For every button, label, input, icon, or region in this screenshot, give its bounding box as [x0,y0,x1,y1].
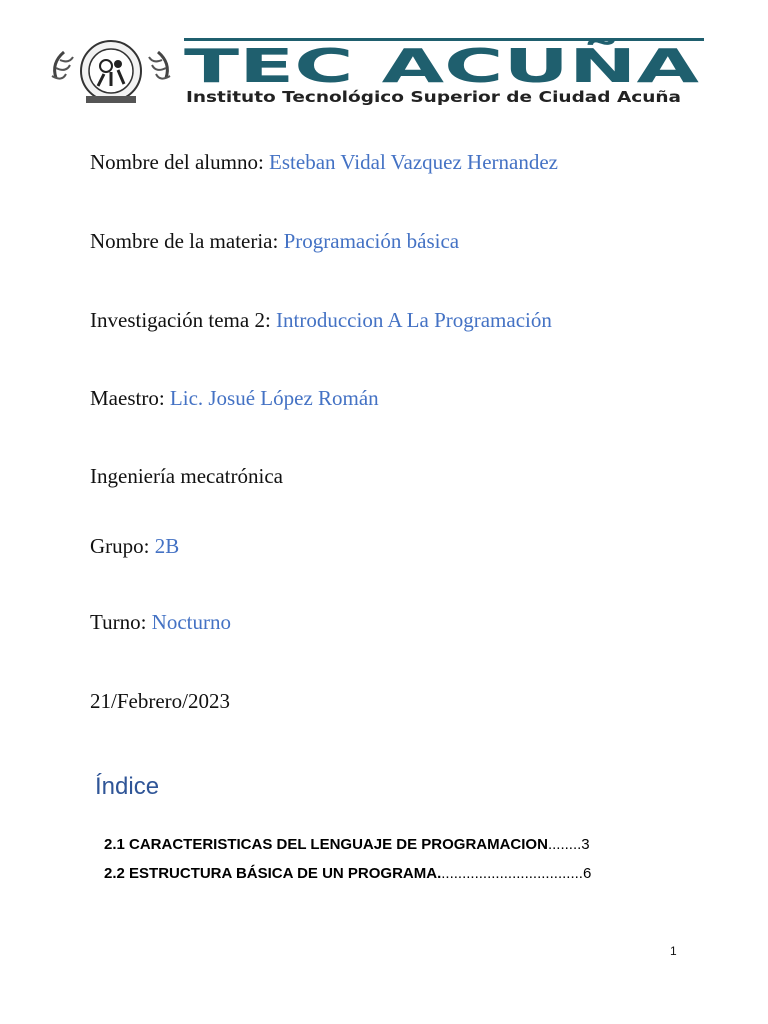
page-number: 1 [670,944,677,958]
toc-heading: Índice [95,773,160,800]
group-value: 2B [154,534,180,558]
student-name: Esteban Vidal Vazquez Hernandez [269,150,558,174]
toc-entry-page: 6 [582,865,592,882]
document-date: 21/Febrero/2023 [90,689,230,713]
toc-entry-page: 3 [581,836,590,853]
topic-line [90,308,552,332]
student-name-line [90,150,558,174]
toc-entry-leader: .................................. [441,865,583,882]
subject-label: Nombre de la materia: [90,229,284,253]
topic-label: Investigación tema 2: [90,308,277,332]
brand-subtitle: Instituto Tecnológico Superior de Ciudad Acuña [186,88,681,106]
teacher-line [90,386,379,410]
shift-label: Turno: [90,610,152,634]
shift-line [90,610,231,634]
institution-seal-logo [46,38,176,108]
subject-line [90,229,459,253]
toc-entry-title: 2.1 CARACTERISTICAS DEL LENGUAJE DE PROGRAMACION [104,836,548,853]
career-name: Ingeniería mecatrónica [90,464,283,488]
toc-entry[interactable] [104,865,591,883]
toc-entry-title: 2.2 ESTRUCTURA BÁSICA DE UN PROGRAMA. [104,865,442,882]
document-header [46,38,706,108]
tec-acuna-logo [184,38,704,108]
career-line [90,464,283,488]
subject-name: Programación básica [283,229,460,253]
toc-entry-leader: ........ [547,836,582,853]
student-label: Nombre del alumno: [90,150,270,174]
date-line [90,689,230,713]
group-label: Grupo: [90,534,155,558]
toc-entry[interactable] [104,836,590,854]
brand-name: TEC ACUÑA [184,39,700,93]
shift-value: Nocturno [151,610,231,634]
group-line [90,534,179,558]
topic-name: Introduccion A La Programación [276,308,552,332]
teacher-name: Lic. Josué López Román [169,386,379,410]
teacher-label: Maestro: [90,386,170,410]
